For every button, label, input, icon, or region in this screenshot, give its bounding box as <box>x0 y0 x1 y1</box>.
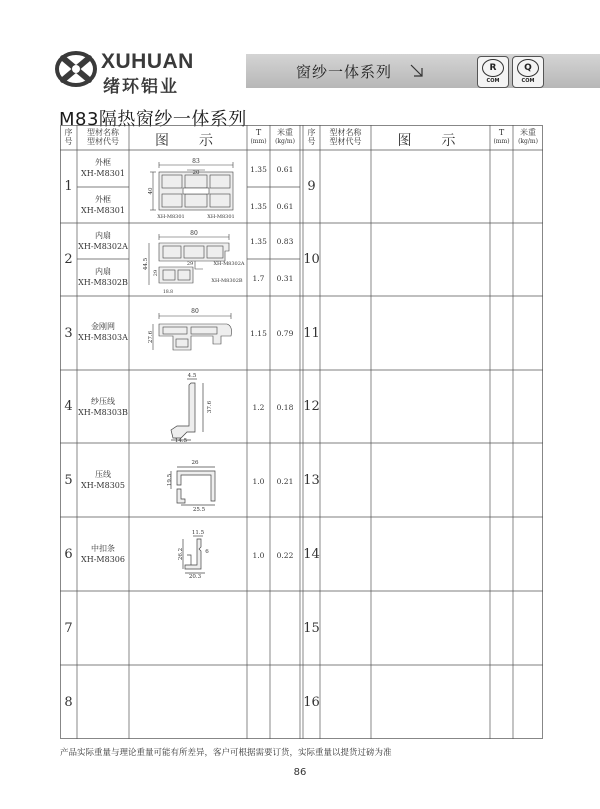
certification-q-badge <box>512 56 544 88</box>
dim-left: 40 <box>148 187 154 195</box>
page-title: M83隔热窗纱一体系列 <box>59 109 247 130</box>
profile-name-cell: 压线 XH-M8305 <box>81 470 125 490</box>
brand-name-en: XUHUAN <box>101 50 194 73</box>
dim-bottom: 20.3 <box>188 574 202 580</box>
page-number: 86 <box>293 767 307 778</box>
weight-cell: 0.61 <box>276 165 294 174</box>
series-title: 窗纱一体系列 <box>296 63 393 81</box>
weight-cell: 0.18 <box>276 403 294 412</box>
header-name: 型材名称 型材代号 <box>87 128 119 146</box>
dim-bottom: 25.5 <box>192 507 206 513</box>
profile-table <box>60 125 543 739</box>
header-figure: 图 示 <box>155 133 221 149</box>
dim-top: 83 <box>192 158 200 165</box>
dim-top: 26 <box>191 460 199 466</box>
row-number: 16 <box>303 695 320 710</box>
dim-left: 44.5 <box>143 257 149 271</box>
profile-name-cell: 中扣条 XH-M8306 <box>81 544 125 564</box>
brand-mark-icon <box>55 49 97 89</box>
profile-drawing-m8306 <box>129 517 247 591</box>
dim-small2: 18.8 <box>162 290 174 295</box>
dim-left: 27.6 <box>148 330 154 344</box>
dim-top: 80 <box>190 230 198 237</box>
profile-name-cell: 内扇 XH-M8302A <box>78 231 128 251</box>
certification-r-badge <box>477 56 509 88</box>
dim-right: 37.6 <box>207 400 213 414</box>
row-number: 13 <box>303 473 320 488</box>
cert-q-com: COM <box>521 78 535 84</box>
row-number: 7 <box>64 621 73 636</box>
dim-bottom: 14.5 <box>174 438 188 444</box>
thickness-cell: 1.0 <box>252 477 265 486</box>
label-a: XH-M8302A <box>213 261 245 267</box>
thickness-cell: 1.15 <box>250 329 267 338</box>
dim-mid: 29 <box>186 261 194 267</box>
weight-disclaimer: 产品实际重量与理论重量可能有所差异，客户可根据需要订货，实际重量以提货过磅为准 <box>60 748 392 758</box>
dim-top: 11.5 <box>191 530 205 536</box>
brand-logo <box>55 44 240 96</box>
weight-cell: 0.31 <box>276 274 294 283</box>
thickness-cell: 1.35 <box>250 202 267 211</box>
row-number: 11 <box>303 326 320 341</box>
profile-drawing-m8301 <box>129 150 247 223</box>
dim-left: 19.5 <box>167 473 173 487</box>
header-weight: 米重 (kg/m) <box>275 128 295 145</box>
label-b: XH-M8302B <box>211 278 243 284</box>
row-number: 3 <box>64 326 73 341</box>
row-number: 2 <box>64 252 73 267</box>
label-left: XH-M8301 <box>157 214 185 220</box>
header-figure-right: 图 示 <box>397 133 464 149</box>
row-number: 6 <box>64 547 73 562</box>
header-seq: 序 号 <box>64 128 73 146</box>
page-header <box>0 44 600 96</box>
thickness-cell: 1.35 <box>250 237 267 246</box>
profile-name-cell: 金刚网 XH-M8303A <box>78 322 128 342</box>
profile-drawing-m8305 <box>129 443 247 517</box>
arrow-down-right-icon <box>410 64 424 78</box>
profile-drawing-m8303a <box>129 296 247 370</box>
row-number: 9 <box>307 179 316 194</box>
profile-name-cell: 外框 XH-M8301 <box>81 158 125 178</box>
header-thickness-right: T (mm) <box>493 128 510 145</box>
row-number: 14 <box>303 547 320 562</box>
header-name-right: 型材名称 型材代号 <box>329 128 362 146</box>
dim-small: 29 <box>153 269 159 277</box>
profile-drawing-m8302 <box>129 223 247 296</box>
dim-right: 6 <box>205 549 209 555</box>
thickness-cell: 1.0 <box>252 551 265 560</box>
dim-top: 80 <box>191 308 199 315</box>
row-number: 15 <box>303 621 320 636</box>
dim-top: 4.5 <box>187 373 197 379</box>
thickness-cell: 1.7 <box>252 274 265 283</box>
label-right: XH-M8301 <box>207 214 235 220</box>
cert-q-mark: Q <box>517 59 539 77</box>
thickness-cell: 1.2 <box>252 403 265 412</box>
profile-name-cell: 外框 XH-M8301 <box>81 195 125 215</box>
header-seq-right: 序 号 <box>307 128 316 146</box>
row-number: 4 <box>64 399 73 414</box>
profile-drawing-m8303b <box>129 370 247 443</box>
profile-name-cell: 纱压线 XH-M8303B <box>78 397 128 417</box>
profile-name-cell: 内扇 XH-M8302B <box>78 267 128 287</box>
dim-left: 26.2 <box>178 547 184 561</box>
row-number: 12 <box>303 399 320 414</box>
weight-cell: 0.22 <box>276 551 294 560</box>
header-weight-right: 米重 (kg/m) <box>518 128 538 145</box>
row-number: 10 <box>303 252 320 267</box>
weight-cell: 0.83 <box>276 237 294 246</box>
thickness-cell: 1.35 <box>250 165 267 174</box>
weight-cell: 0.21 <box>276 477 294 486</box>
weight-cell: 0.79 <box>276 329 294 338</box>
weight-cell: 0.61 <box>276 202 294 211</box>
dim-inner: 20 <box>192 170 200 176</box>
header-thickness: T (mm) <box>250 128 267 145</box>
brand-name-cn: 绪环铝业 <box>103 77 179 97</box>
cert-r-com: COM <box>486 78 500 84</box>
cert-r-mark: R <box>482 59 504 77</box>
row-number: 5 <box>64 473 73 488</box>
row-number: 8 <box>64 695 73 710</box>
row-number: 1 <box>64 179 73 194</box>
